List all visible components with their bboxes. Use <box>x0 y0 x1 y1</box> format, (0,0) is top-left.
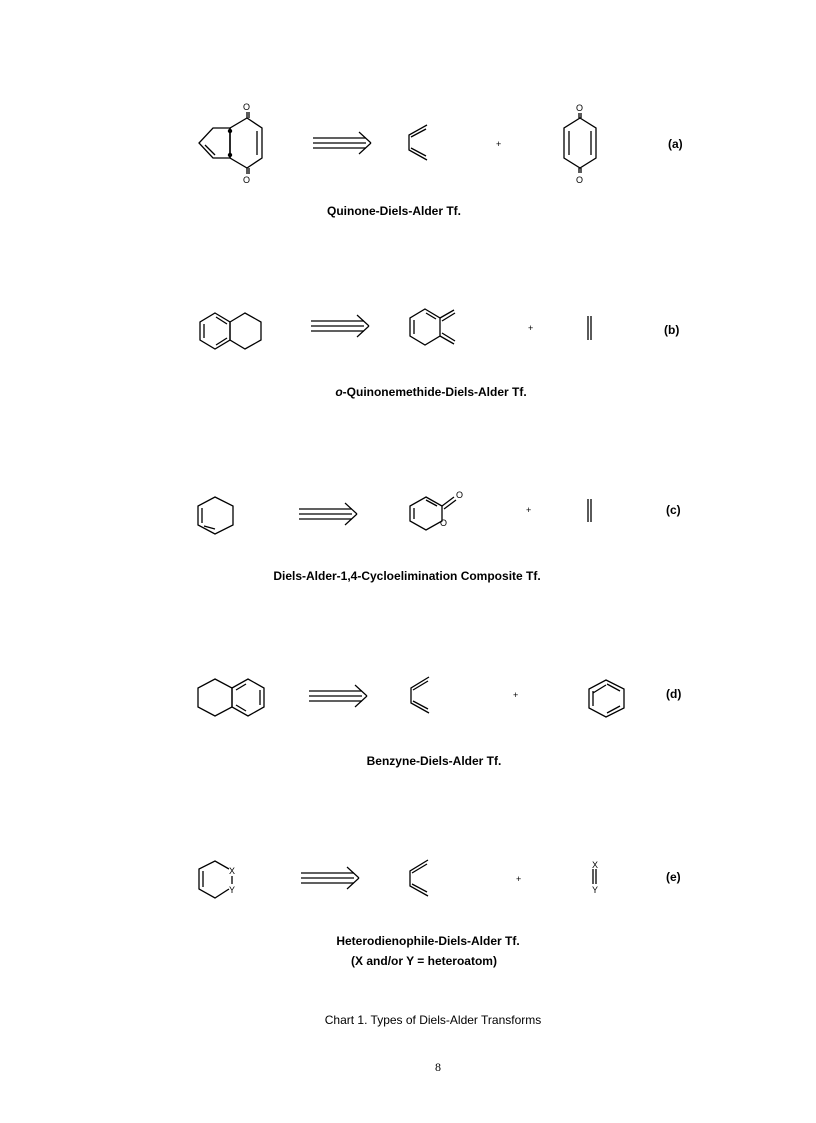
plus-sign: + <box>513 690 519 700</box>
butadiene-diene <box>411 677 429 713</box>
row-label-e: (e) <box>666 870 681 884</box>
plus-sign: + <box>496 139 502 149</box>
oxygen-label: O <box>440 518 448 528</box>
retrosynthetic-arrow <box>309 685 367 707</box>
heteroatom-y-label: Y <box>592 885 599 895</box>
transform-caption-c: Diels-Alder-1,4-Cycloelimination Composite Tf. <box>273 569 541 583</box>
oxygen-label: O <box>243 102 251 112</box>
benzoquinone-dienophile <box>564 103 596 185</box>
plus-sign: + <box>526 505 532 515</box>
ortho-prefix: o <box>335 385 343 399</box>
oxygen-label: O <box>456 490 464 500</box>
pyrone-diene <box>410 490 463 530</box>
heterocycle-product <box>199 861 235 898</box>
oxygen-label: O <box>243 175 251 185</box>
ethylene-dienophile <box>588 316 591 340</box>
butadiene-diene <box>410 860 428 896</box>
retrosynthetic-arrow <box>311 315 369 337</box>
transform-caption-b <box>0 385 816 399</box>
heterodienophile <box>592 860 598 895</box>
oxygen-label: O <box>576 175 584 185</box>
dihydronaphthalene-product <box>198 679 264 716</box>
bicyclic-enedione-product <box>199 102 262 185</box>
transform-caption-e: Heterodienophile-Diels-Alder Tf. <box>336 934 520 948</box>
retrosynthetic-arrow <box>299 503 357 525</box>
caption-text: -Quinonemethide-Diels-Alder Tf. <box>342 385 527 399</box>
benzyne-dienophile <box>589 680 624 717</box>
row-label-d: (d) <box>666 687 682 701</box>
transform-caption-e-note: (X and/or Y = heteroatom) <box>351 954 497 968</box>
heteroatom-x-label: X <box>592 860 599 870</box>
oxygen-label: O <box>576 103 584 113</box>
transform-caption-a: Quinone-Diels-Alder Tf. <box>326 204 461 218</box>
cyclohexadiene-product <box>198 497 233 534</box>
retrosynthetic-arrow <box>313 132 371 154</box>
o-quinonemethide-diene <box>410 309 455 345</box>
transform-caption-d: Benzyne-Diels-Alder Tf. <box>366 754 502 768</box>
row-label-a: (a) <box>668 137 683 151</box>
tetralin-product <box>200 313 261 349</box>
heteroatom-y-label: Y <box>229 885 236 895</box>
heteroatom-x-label: X <box>229 866 236 876</box>
ethylene-dienophile <box>588 499 591 522</box>
retrosynthetic-arrow <box>301 867 359 889</box>
plus-sign: + <box>528 323 534 333</box>
butadiene-diene <box>409 125 427 160</box>
chart-caption: Chart 1. Types of Diels-Alder Transforms <box>324 1013 542 1027</box>
page-number: 8 <box>435 1060 441 1074</box>
plus-sign: + <box>516 874 522 884</box>
row-label-b: (b) <box>664 323 680 337</box>
row-label-c: (c) <box>666 503 681 517</box>
